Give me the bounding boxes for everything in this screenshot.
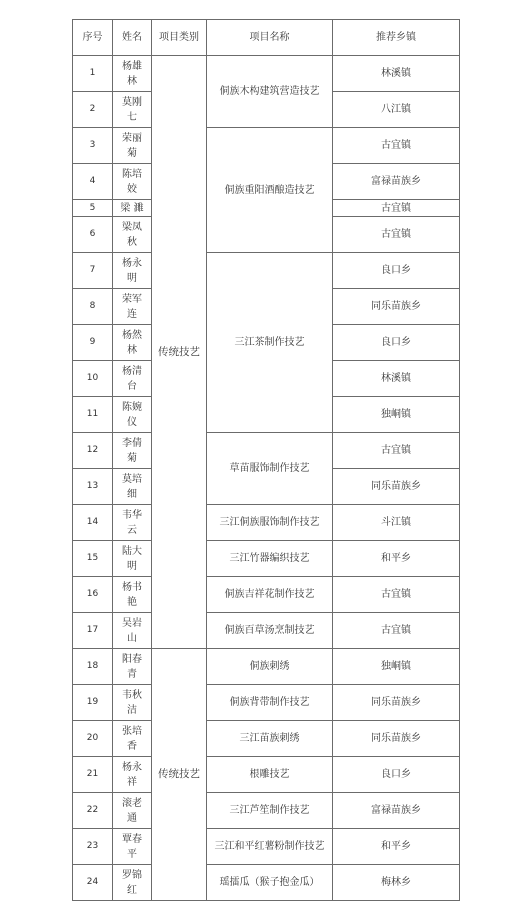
row-name: 梁 濉 [113,200,152,217]
row-town: 同乐苗族乡 [333,685,460,721]
row-town: 良口乡 [333,757,460,793]
row-name: 梁凤秋 [113,217,152,253]
inheritor-list-table [72,19,460,901]
row-number: 10 [73,361,113,397]
row-town: 古宜镇 [333,217,460,253]
row-number: 21 [73,757,113,793]
row-town: 良口乡 [333,253,460,289]
header-no: 序号 [73,20,113,56]
header-town: 推荐乡镇 [333,20,460,56]
row-name: 陈婉仪 [113,397,152,433]
row-town: 富禄苗族乡 [333,793,460,829]
row-name: 杨永明 [113,253,152,289]
row-number: 20 [73,721,113,757]
row-number: 6 [73,217,113,253]
row-number: 8 [73,289,113,325]
table-row [73,541,460,577]
table-row [73,721,460,757]
row-town: 八江镇 [333,92,460,128]
row-town: 同乐苗族乡 [333,721,460,757]
table-row [73,613,460,649]
row-town: 独峒镇 [333,649,460,685]
row-town: 古宜镇 [333,577,460,613]
row-number: 15 [73,541,113,577]
row-name: 滚老通 [113,793,152,829]
row-name: 罗锦红 [113,865,152,901]
row-number: 11 [73,397,113,433]
row-name: 杨清台 [113,361,152,397]
table-row [73,865,460,901]
category-cell: 传统技艺 [152,56,207,649]
row-number: 4 [73,164,113,200]
row-town: 同乐苗族乡 [333,289,460,325]
row-town: 梅林乡 [333,865,460,901]
row-name: 莫培细 [113,469,152,505]
row-number: 14 [73,505,113,541]
row-number: 9 [73,325,113,361]
row-town: 良口乡 [333,325,460,361]
project-cell: 侗族重阳酒酿造技艺 [207,128,333,253]
header-category: 项目类别 [152,20,207,56]
project-cell: 侗族木构建筑营造技艺 [207,56,333,128]
table-row [73,56,460,92]
row-name: 吴岩山 [113,613,152,649]
category-cell: 传统技艺 [152,649,207,901]
table-header-row [73,20,460,56]
row-number: 19 [73,685,113,721]
row-name: 荣丽菊 [113,128,152,164]
table-row [73,128,460,164]
row-number: 23 [73,829,113,865]
row-name: 杨然林 [113,325,152,361]
row-name: 韦华云 [113,505,152,541]
row-number: 16 [73,577,113,613]
row-number: 13 [73,469,113,505]
row-name: 陆大明 [113,541,152,577]
project-cell: 三江苗族刺绣 [207,721,333,757]
project-cell: 三江茶制作技艺 [207,253,333,433]
row-number: 2 [73,92,113,128]
table-row [73,253,460,289]
project-cell: 三江竹器编织技艺 [207,541,333,577]
table-row [73,793,460,829]
project-cell: 根雕技艺 [207,757,333,793]
row-number: 22 [73,793,113,829]
row-town: 和平乡 [333,829,460,865]
table-row [73,829,460,865]
table-row [73,505,460,541]
project-cell: 瑶擂瓜（猴子抱金瓜） [207,865,333,901]
row-name: 杨永祥 [113,757,152,793]
project-cell: 侗族百草汤烹制技艺 [207,613,333,649]
table-row [73,577,460,613]
row-number: 5 [73,200,113,217]
row-number: 1 [73,56,113,92]
row-name: 陈培姣 [113,164,152,200]
project-cell: 侗族刺绣 [207,649,333,685]
row-town: 林溪镇 [333,56,460,92]
project-cell: 三江芦笙制作技艺 [207,793,333,829]
row-name: 韦秋洁 [113,685,152,721]
row-name: 阳春青 [113,649,152,685]
row-town: 古宜镇 [333,200,460,217]
row-town: 同乐苗族乡 [333,469,460,505]
row-number: 12 [73,433,113,469]
row-town: 林溪镇 [333,361,460,397]
header-project: 项目名称 [207,20,333,56]
row-town: 古宜镇 [333,128,460,164]
project-cell: 草苗服饰制作技艺 [207,433,333,505]
table-row [73,649,460,685]
row-town: 古宜镇 [333,433,460,469]
row-number: 24 [73,865,113,901]
row-number: 3 [73,128,113,164]
row-number: 18 [73,649,113,685]
table-row [73,433,460,469]
row-name: 莫刚七 [113,92,152,128]
project-cell: 三江和平红薯粉制作技艺 [207,829,333,865]
header-name: 姓名 [113,20,152,56]
project-cell: 侗族吉祥花制作技艺 [207,577,333,613]
row-town: 富禄苗族乡 [333,164,460,200]
project-cell: 三江侗族服饰制作技艺 [207,505,333,541]
row-name: 李倩菊 [113,433,152,469]
row-town: 独峒镇 [333,397,460,433]
row-town: 古宜镇 [333,613,460,649]
row-name: 荣军连 [113,289,152,325]
project-cell: 侗族背带制作技艺 [207,685,333,721]
row-name: 杨书艳 [113,577,152,613]
row-name: 张培香 [113,721,152,757]
row-town: 斗江镇 [333,505,460,541]
row-town: 和平乡 [333,541,460,577]
row-name: 覃春平 [113,829,152,865]
heritage-table [72,19,460,901]
table-row [73,757,460,793]
row-name: 杨雄林 [113,56,152,92]
row-number: 7 [73,253,113,289]
table-row [73,685,460,721]
row-number: 17 [73,613,113,649]
